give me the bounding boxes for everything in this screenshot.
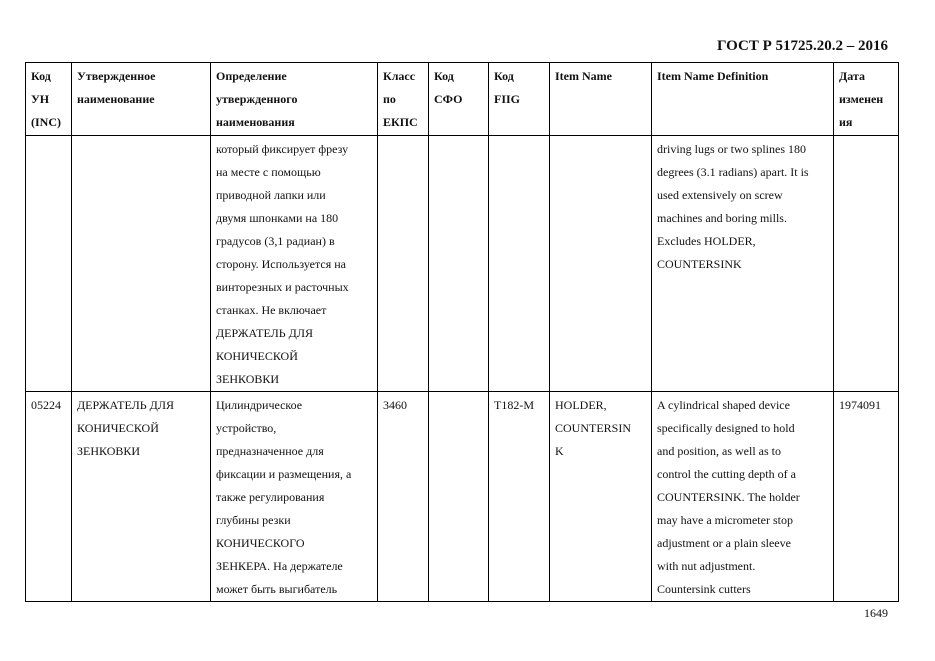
cell-text-line: ДЕРЖАТЕЛЬ ДЛЯ [77, 398, 174, 412]
table-header-row [26, 63, 899, 136]
cell-text-line: 1974091 [839, 398, 881, 412]
header-text-line: Дата [839, 69, 865, 83]
header-text-line: Класс [383, 69, 416, 83]
cell-text-line: ДЕРЖАТЕЛЬ ДЛЯ [216, 326, 313, 340]
cell-text-line: machines and boring mills. [657, 211, 787, 225]
header-change-date [834, 63, 899, 136]
cell-text-line: КОНИЧЕСКОЙ [77, 421, 159, 435]
cell-approved-name [72, 392, 211, 602]
header-fiig-code [489, 63, 550, 136]
cell-text-line: предназначенное для [216, 444, 324, 458]
nomenclature-table-wrapper [25, 62, 899, 602]
cell-text-line: and position, as well as to [657, 444, 781, 458]
table-row [26, 392, 899, 602]
table-body [26, 136, 899, 602]
table-row [26, 136, 899, 392]
cell-text-line: control the cutting depth of a [657, 467, 796, 481]
header-item-name-definition [652, 63, 834, 136]
page-number: 1649 [864, 606, 888, 620]
header-text-line: УН [31, 92, 50, 106]
cell-text-line: Countersink cutters [657, 582, 751, 596]
cell-text-line: A cylindrical shaped device [657, 398, 790, 412]
cell-item-name [550, 392, 652, 602]
header-text-line: по [383, 92, 396, 106]
header-text-line: ЕКПС [383, 115, 418, 129]
cell-text-line: двумя шпонками на 180 [216, 211, 339, 225]
header-sfo-code [429, 63, 489, 136]
cell-ekps-class [378, 136, 429, 392]
header-name-definition [211, 63, 378, 136]
cell-text-line: COUNTERSINK [657, 257, 742, 271]
header-text-line: Определение [216, 69, 287, 83]
cell-item-name-definition [652, 136, 834, 392]
header-text-line: Код [434, 69, 454, 83]
cell-text-line: 05224 [31, 398, 61, 412]
header-text-line: СФО [434, 92, 463, 106]
cell-sfo-code [429, 136, 489, 392]
cell-approved-name [72, 136, 211, 392]
header-text-line: наименования [216, 115, 295, 129]
header-text-line: утвержденного [216, 92, 298, 106]
cell-change-date [834, 392, 899, 602]
cell-ekps-class [378, 392, 429, 602]
cell-name-definition [211, 392, 378, 602]
cell-text-line: adjustment or a plain sleeve [657, 536, 791, 550]
cell-text-line: градусов (3,1 радиан) в [216, 234, 335, 248]
cell-text-line: КОНИЧЕСКОГО [216, 536, 305, 550]
nomenclature-table [25, 62, 899, 602]
cell-fiig-code [489, 136, 550, 392]
cell-text-line: фиксации и размещения, а [216, 467, 352, 481]
cell-text-line: K [555, 444, 564, 458]
header-text-line: наименование [77, 92, 155, 106]
cell-text-line: приводной лапки или [216, 188, 326, 202]
cell-item-name-definition [652, 392, 834, 602]
cell-text-line: COUNTERSIN [555, 421, 632, 435]
cell-text-line: может быть выгибатель [216, 582, 338, 596]
cell-text-line: который фиксирует фрезу [216, 142, 349, 156]
cell-name-definition [211, 136, 378, 392]
header-text-line: FIIG [494, 92, 521, 106]
cell-sfo-code [429, 392, 489, 602]
cell-text-line: may have a micrometer stop [657, 513, 793, 527]
cell-text-line: сторону. Используется на [216, 257, 346, 271]
document-standard-header: ГОСТ Р 51725.20.2 – 2016 [716, 38, 888, 54]
header-text-line: Код [31, 69, 51, 83]
cell-text-line: КОНИЧЕСКОЙ [216, 349, 298, 363]
cell-text-line: with nut adjustment. [657, 559, 756, 573]
cell-text-line: used extensively on screw [657, 188, 783, 202]
cell-text-line: COUNTERSINK. The holder [657, 490, 800, 504]
cell-text-line: глубины резки [216, 513, 291, 527]
cell-text-line: specifically designed to hold [657, 421, 795, 435]
header-text-line: Код [494, 69, 514, 83]
cell-text-line: Цилиндрическое [216, 398, 303, 412]
header-text-line: Item Name Definition [657, 69, 769, 83]
header-text-line: изменен [839, 92, 884, 106]
header-text-line: ия [839, 115, 853, 129]
cell-inc-code [26, 136, 72, 392]
cell-text-line: ЗЕНКЕРА. На держателе [216, 559, 343, 573]
header-ekps-class [378, 63, 429, 136]
cell-text-line: ЗЕНКОВКИ [216, 372, 280, 386]
cell-text-line: degrees (3.1 radians) apart. It is [657, 165, 809, 179]
cell-text-line: driving lugs or two splines 180 [657, 142, 806, 156]
cell-text-line: на месте с помощью [216, 165, 321, 179]
header-inc-code [26, 63, 72, 136]
header-item-name [550, 63, 652, 136]
cell-text-line: T182-M [494, 398, 534, 412]
cell-text-line: также регулирования [216, 490, 325, 504]
cell-text-line: ЗЕНКОВКИ [77, 444, 141, 458]
cell-text-line: 3460 [383, 398, 407, 412]
cell-text-line: винторезных и расточных [216, 280, 349, 294]
cell-text-line: HOLDER, [555, 398, 607, 412]
header-text-line: Item Name [555, 69, 612, 83]
cell-text-line: станках. Не включает [216, 303, 327, 317]
header-approved-name [72, 63, 211, 136]
cell-change-date [834, 136, 899, 392]
cell-fiig-code [489, 392, 550, 602]
cell-item-name [550, 136, 652, 392]
header-text-line: (INC) [31, 115, 61, 129]
cell-text-line: Excludes HOLDER, [657, 234, 756, 248]
cell-text-line: устройство, [216, 421, 277, 435]
header-text-line: Утвержденное [77, 69, 156, 83]
cell-inc-code [26, 392, 72, 602]
